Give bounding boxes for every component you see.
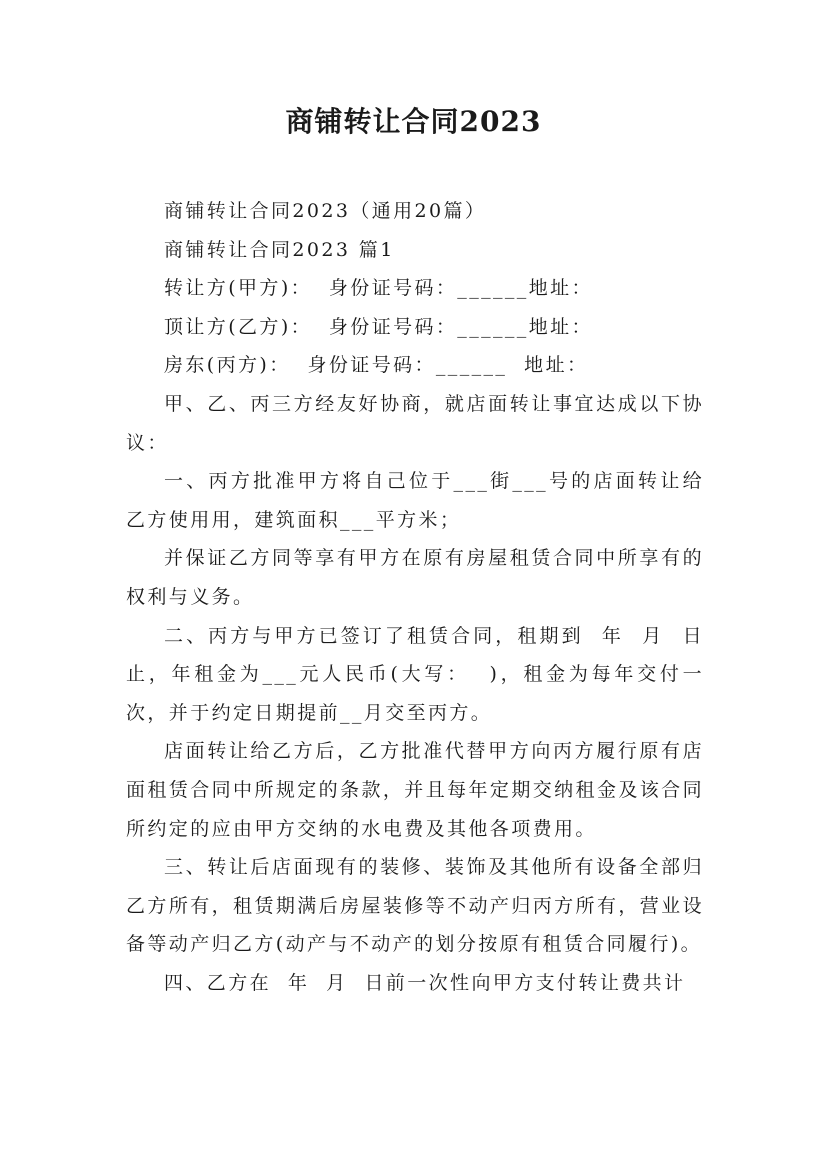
paragraph: 店面转让给乙方后，乙方批准代替甲方向丙方履行原有店面租赁合同中所规定的条款，并且每年定期交纳租金及该合同所约定的应由甲方交纳的水电费及其他各项费用。 (126, 740, 704, 840)
document-title: 商铺转让合同2023 (285, 105, 542, 138)
paragraph: 顶让方(乙方)： 身份证号码：______地址： (164, 315, 593, 338)
paragraph: 商铺转让合同2023 篇1 (164, 238, 395, 261)
paragraph: 四、乙方在 年 月 日前一次性向甲方支付转让费共计 (164, 971, 686, 994)
paragraph: 转让方(甲方)： 身份证号码：______地址： (164, 277, 593, 300)
document-body (126, 192, 704, 1002)
paragraph: 房东(丙方)： 身份证号码：______ 地址： (164, 354, 589, 377)
paragraph: 二、丙方与甲方已签订了租赁合同，租期到 年 月 日止，年租金为___元人民币(大写： )，租金为每年交付一次，并于约定日期提前__月交至丙方。 (126, 624, 704, 724)
paragraph: 甲、乙、丙三方经友好协商，就店面转让事宜达成以下协议： (126, 392, 704, 454)
paragraph: 商铺转让合同2023（通用20篇） (164, 200, 487, 222)
paragraph: 并保证乙方同等享有甲方在原有房屋租赁合同中所享有的权利与义务。 (126, 547, 704, 608)
paragraph: 三、转让后店面现有的装修、装饰及其他所有设备全部归乙方所有，租赁期满后房屋装修等不动产归丙方所有，营业设备等动产归乙方(动产与不动产的划分按原有租赁合同履行)。 (126, 856, 704, 956)
paragraph: 一、丙方批准甲方将自己位于___街___号的店面转让给乙方使用用，建筑面积___平方米； (126, 470, 704, 531)
